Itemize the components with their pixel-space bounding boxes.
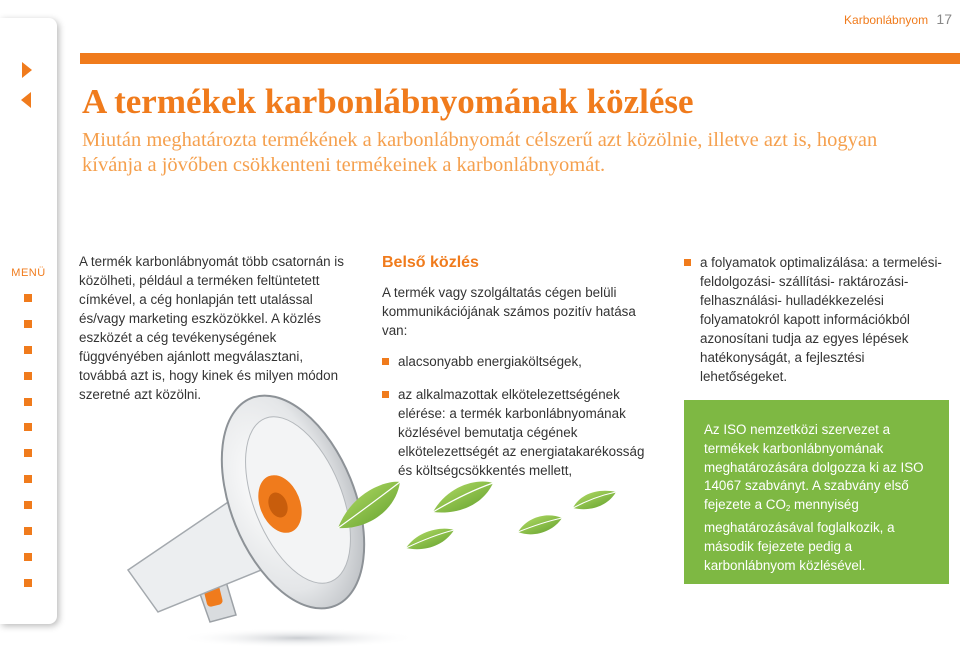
list-item	[382, 385, 662, 480]
column-1	[79, 252, 354, 404]
bullet-square-icon	[684, 259, 691, 266]
leaf-3	[406, 529, 454, 550]
menu-item-11[interactable]	[24, 553, 32, 561]
bullet-square-icon	[382, 358, 389, 365]
page-title: A termékek karbonlábnyomának közlése	[82, 82, 694, 121]
megaphone-shadow	[178, 628, 418, 648]
menu-item-9[interactable]	[24, 501, 32, 509]
list-item	[684, 253, 954, 386]
menu-item-1[interactable]	[24, 294, 32, 302]
previous-page-arrow-icon[interactable]	[21, 92, 31, 108]
iso-info-text-1: Az ISO nemzetközi szervezet a termékek karbonlábnyomának meghatározására dolgozza ki az ISO 14067 szabványt. A szabvány első fejezete a CO	[704, 422, 924, 513]
list-item-text: alacsonyabb energiaköltségek,	[398, 354, 582, 369]
co2-subscript: 2	[785, 504, 791, 514]
menu-item-2[interactable]	[24, 320, 32, 328]
section-name: Karbonlábnyom	[844, 13, 929, 27]
list-item-text: az alkalmazottak elkötelezettségének elérése: a termék karbonlábnyomának közlésével bemutatja cégének elkötelezettségét az energiatakarékosság és költségcsökkentés mellett,	[398, 387, 645, 478]
column-3	[684, 253, 954, 400]
list-item-text: a folyamatok optimalizálása: a termelési-feldolgozási- szállítási- raktározási-felhasználási- hulladékkezelési folyamatokról kapott információkból azonosítani tudja az egyes lépések hatékonyságát, a fejlesztési lehetőségeket.	[700, 255, 942, 384]
page-number: 17	[936, 11, 952, 27]
menu-item-5[interactable]	[24, 398, 32, 406]
menu-items	[24, 294, 32, 605]
menu-item-12[interactable]	[24, 579, 32, 587]
page-header	[844, 11, 952, 27]
iso-info-text-2: mennyiség meghatározásával foglalkozik, a második fejezete pedig a karbonlábnyom közlésével.	[704, 497, 895, 573]
list-item	[382, 352, 662, 371]
sidebar	[0, 18, 57, 624]
menu-item-4[interactable]	[24, 372, 32, 380]
leaf-4	[518, 515, 562, 534]
next-page-arrow-icon[interactable]	[22, 62, 32, 78]
menu-item-10[interactable]	[24, 527, 32, 535]
page-subtitle: Miután meghatározta termékének a karbonlábnyomát célszerű azt közölnie, illetve azt is, hogyan kívánja a jövőben csökkenteni termékeinek a karbonlábnyomát.	[82, 129, 878, 176]
iso-info-box	[684, 400, 949, 584]
bullet-square-icon	[382, 391, 389, 398]
menu-label[interactable]: MENÜ	[11, 267, 46, 279]
column-1-text: A termék karbonlábnyomát több csatornán is közölheti, például a terméken feltüntetett címkével, a cég honlapján tett utalással és/vagy marketing eszközökkel. A közlés eszközét a cég tevékenységének függvényében ajánlott megválasztani, továbbá azt is, hogy kinek és milyen módon szeretné azt közölni.	[79, 254, 344, 402]
menu-item-8[interactable]	[24, 475, 32, 483]
menu-item-7[interactable]	[24, 449, 32, 457]
internal-communication-heading: Belső közlés	[382, 254, 479, 271]
column-2	[382, 253, 662, 494]
benefits-list-continued	[684, 253, 954, 386]
menu-item-6[interactable]	[24, 423, 32, 431]
menu-item-3[interactable]	[24, 346, 32, 354]
benefits-list	[382, 352, 662, 480]
internal-communication-intro: A termék vagy szolgáltatás cégen belüli kommunikációjának számos pozitív hatása van:	[382, 285, 636, 338]
title-accent-bar	[80, 53, 960, 64]
